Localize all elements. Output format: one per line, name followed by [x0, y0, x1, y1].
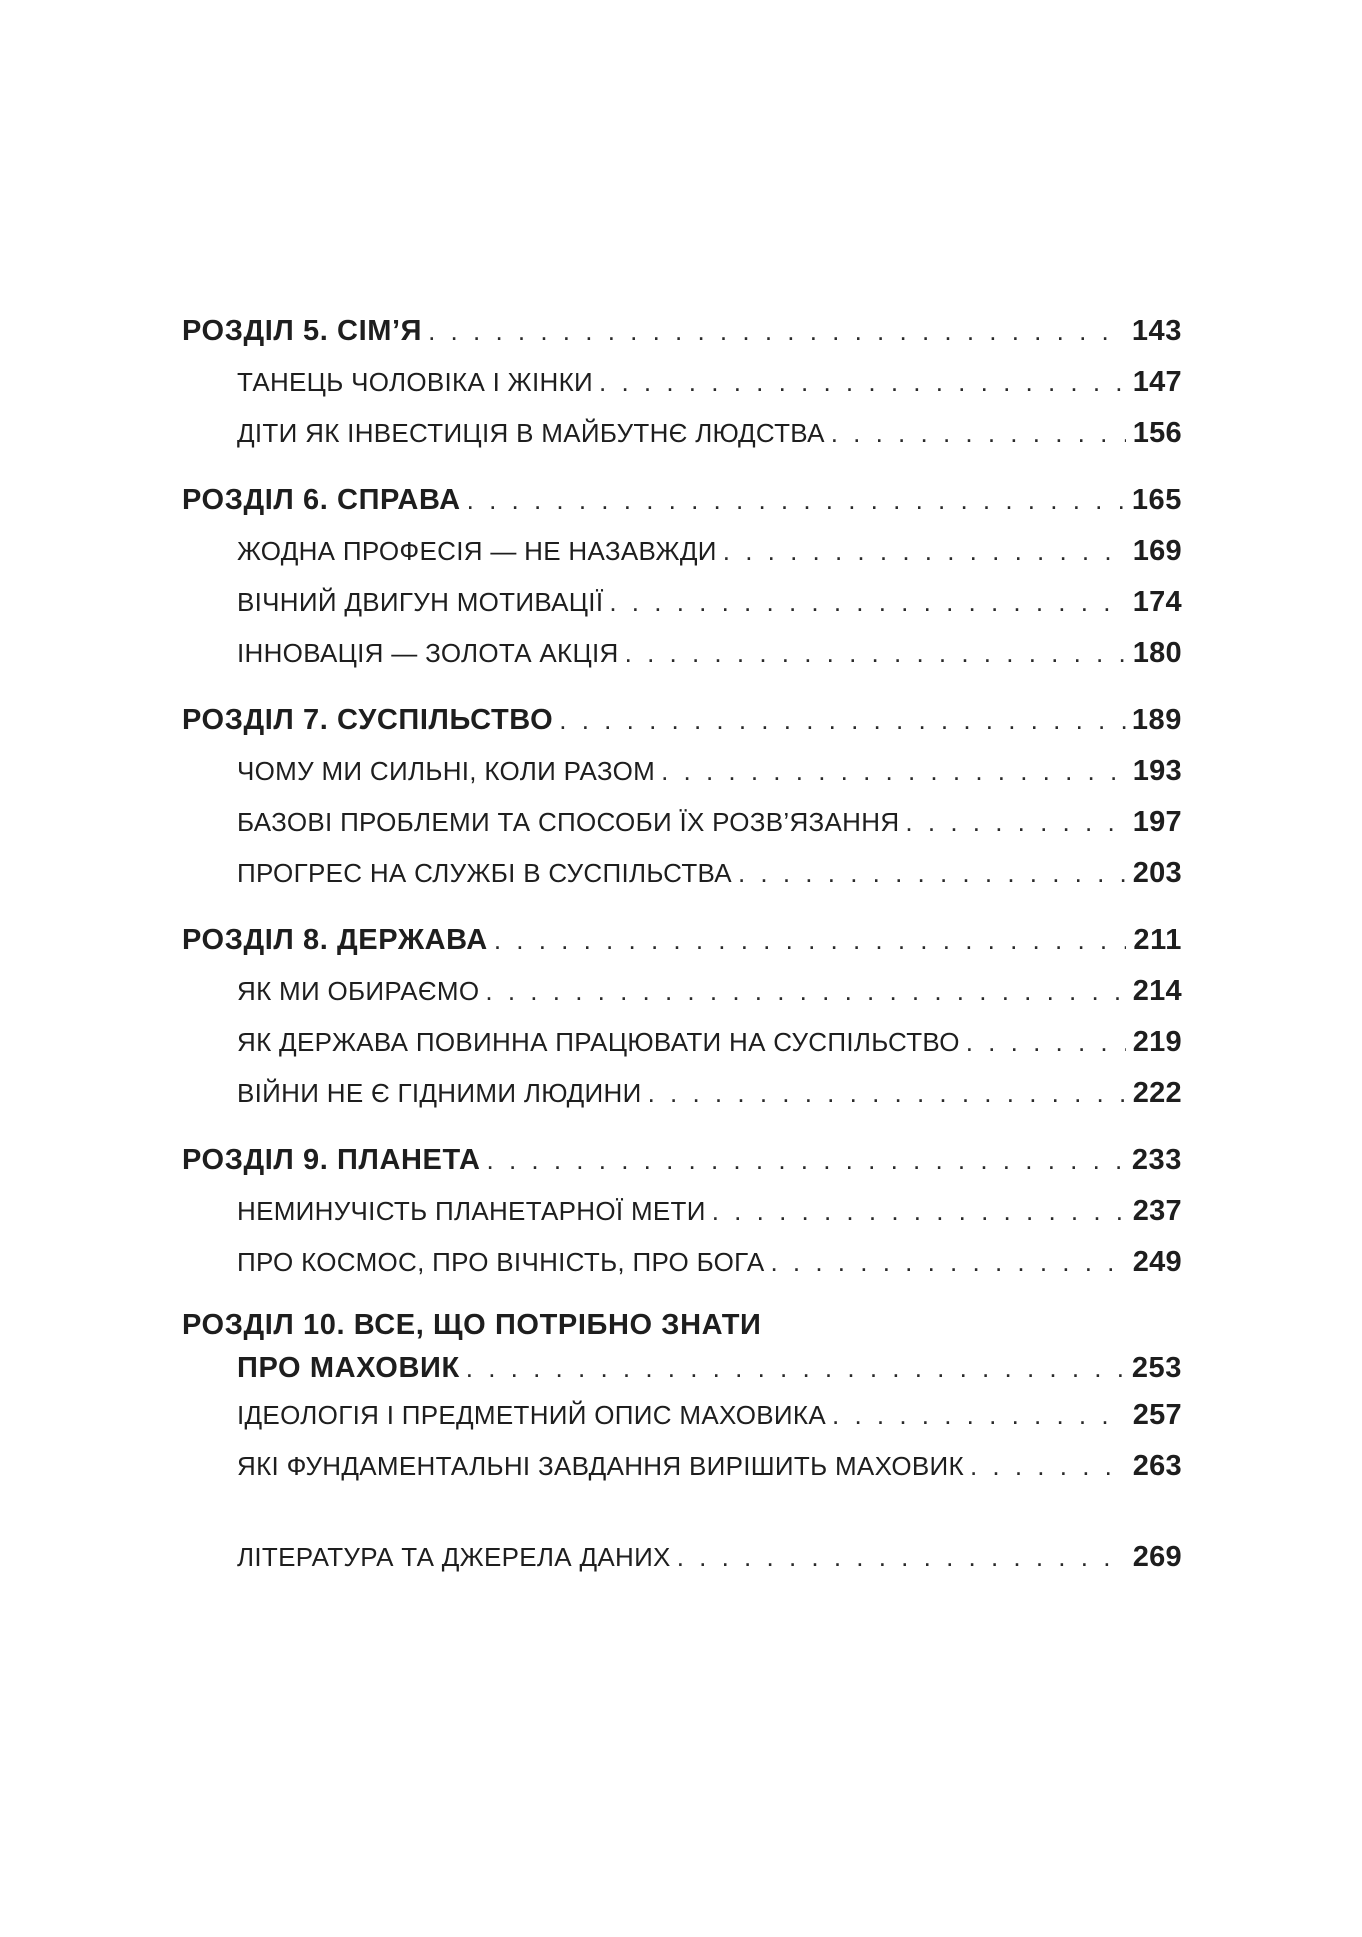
dot-leader [559, 695, 1126, 746]
page-number: 143 [1131, 315, 1182, 347]
page-number: 193 [1132, 755, 1182, 787]
page-number: 180 [1132, 637, 1182, 669]
page-number: 253 [1131, 1352, 1182, 1384]
bibliography-entry[interactable] [182, 1532, 1182, 1583]
dot-leader [738, 848, 1126, 899]
dot-leader [832, 1390, 1126, 1441]
chapter-heading[interactable] [182, 1135, 1182, 1186]
section-entry[interactable] [182, 797, 1182, 848]
page-number: 189 [1131, 704, 1182, 736]
section-title: ПРО КОСМОС, ПРО ВІЧНІСТЬ, ПРО БОГА [237, 1247, 765, 1277]
chapter-heading-line1[interactable] [182, 1304, 1182, 1347]
section-entry[interactable] [182, 577, 1182, 628]
dot-leader [770, 1237, 1126, 1288]
chapter-heading[interactable] [182, 306, 1182, 357]
chapter-heading[interactable] [182, 915, 1182, 966]
page-number: 156 [1132, 417, 1182, 449]
table-of-contents [182, 306, 1182, 1583]
chapter-10 [182, 1304, 1182, 1492]
section-entry[interactable] [182, 628, 1182, 679]
dot-leader [661, 746, 1126, 797]
dot-leader [970, 1441, 1126, 1492]
chapter-8 [182, 915, 1182, 1119]
page-number: 147 [1132, 366, 1182, 398]
chapter-title: РОЗДІЛ 8. ДЕРЖАВА [182, 924, 488, 956]
section-title: ЧОМУ МИ СИЛЬНІ, КОЛИ РАЗОМ [237, 756, 656, 786]
page-number: 219 [1132, 1026, 1182, 1058]
page-number: 197 [1132, 806, 1182, 838]
chapter-title: РОЗДІЛ 10. ВСЕ, ЩО ПОТРІБНО ЗНАТИ [182, 1309, 762, 1341]
dot-leader [677, 1532, 1126, 1583]
bibliography-title: ЛІТЕРАТУРА ТА ДЖЕРЕЛА ДАНИХ [237, 1542, 671, 1572]
dot-leader [966, 1017, 1126, 1068]
page-number: 174 [1132, 586, 1182, 618]
dot-leader [648, 1068, 1126, 1119]
dot-leader [831, 408, 1126, 459]
page-number: 269 [1132, 1541, 1182, 1573]
section-title: ЖОДНА ПРОФЕСІЯ — НЕ НАЗАВЖДИ [237, 536, 717, 566]
page-number: 263 [1132, 1450, 1182, 1482]
section-entry[interactable] [182, 357, 1182, 408]
section-title: ВІЙНИ НЕ Є ГІДНИМИ ЛЮДИНИ [237, 1078, 642, 1108]
page-number: 222 [1132, 1077, 1182, 1109]
section-entry[interactable] [182, 526, 1182, 577]
section-title: ЯКІ ФУНДАМЕНТАЛЬНІ ЗАВДАННЯ ВИРІШИТЬ МАХОВИК [237, 1451, 964, 1481]
section-title: БАЗОВІ ПРОБЛЕМИ ТА СПОСОБИ ЇХ РОЗВ’ЯЗАННЯ [237, 807, 900, 837]
section-entry[interactable] [182, 746, 1182, 797]
chapter-heading-line2[interactable] [182, 1347, 1182, 1390]
section-entry[interactable] [182, 1186, 1182, 1237]
chapter-7 [182, 695, 1182, 899]
section-title: НЕМИНУЧІСТЬ ПЛАНЕТАРНОЇ МЕТИ [237, 1196, 706, 1226]
page-number: 214 [1132, 975, 1182, 1007]
section-entry[interactable] [182, 1017, 1182, 1068]
page-number: 203 [1132, 857, 1182, 889]
chapter-6 [182, 475, 1182, 679]
section-title: ДІТИ ЯК ІНВЕСТИЦІЯ В МАЙБУТНЄ ЛЮДСТВА [237, 418, 825, 448]
chapter-title: РОЗДІЛ 9. ПЛАНЕТА [182, 1144, 481, 1176]
chapter-title-continued: ПРО МАХОВИК [237, 1352, 460, 1384]
section-entry[interactable] [182, 966, 1182, 1017]
section-title: ЯК МИ ОБИРАЄМО [237, 976, 480, 1006]
section-title: ВІЧНИЙ ДВИГУН МОТИВАЦІЇ [237, 587, 604, 617]
page-number: 237 [1132, 1195, 1182, 1227]
page-number: 211 [1133, 924, 1182, 956]
chapter-heading[interactable] [182, 475, 1182, 526]
dot-leader [467, 475, 1126, 526]
section-entry[interactable] [182, 408, 1182, 459]
dot-leader [494, 915, 1126, 966]
page-number: 257 [1132, 1399, 1182, 1431]
dot-leader [428, 306, 1126, 357]
section-title: ТАНЕЦЬ ЧОЛОВІКА І ЖІНКИ [237, 367, 594, 397]
dot-leader [487, 1135, 1126, 1186]
chapter-title: РОЗДІЛ 5. СІМ’Я [182, 315, 423, 347]
dot-leader [712, 1186, 1126, 1237]
section-entry[interactable] [182, 1441, 1182, 1492]
chapter-9 [182, 1135, 1182, 1288]
chapter-heading[interactable] [182, 695, 1182, 746]
chapter-5 [182, 306, 1182, 459]
section-title: ІДЕОЛОГІЯ І ПРЕДМЕТНИЙ ОПИС МАХОВИКА [237, 1400, 826, 1430]
chapter-title: РОЗДІЛ 7. СУСПІЛЬСТВО [182, 704, 554, 736]
dot-leader [609, 577, 1126, 628]
page-number: 233 [1131, 1144, 1182, 1176]
section-title: ПРОГРЕС НА СЛУЖБІ В СУСПІЛЬСТВА [237, 858, 732, 888]
section-title: ІННОВАЦІЯ — ЗОЛОТА АКЦІЯ [237, 638, 619, 668]
chapter-title: РОЗДІЛ 6. СПРАВА [182, 484, 461, 516]
page-number: 169 [1132, 535, 1182, 567]
page-number: 165 [1131, 484, 1182, 516]
section-entry[interactable] [182, 1390, 1182, 1441]
bibliography [182, 1532, 1182, 1583]
dot-leader [466, 1347, 1126, 1390]
dot-leader [905, 797, 1126, 848]
section-entry[interactable] [182, 1237, 1182, 1288]
section-entry[interactable] [182, 848, 1182, 899]
dot-leader [723, 526, 1126, 577]
page-number: 249 [1132, 1246, 1182, 1278]
dot-leader [485, 966, 1126, 1017]
section-entry[interactable] [182, 1068, 1182, 1119]
dot-leader [625, 628, 1126, 679]
section-title: ЯК ДЕРЖАВА ПОВИННА ПРАЦЮВАТИ НА СУСПІЛЬСТВО [237, 1027, 960, 1057]
dot-leader [599, 357, 1126, 408]
